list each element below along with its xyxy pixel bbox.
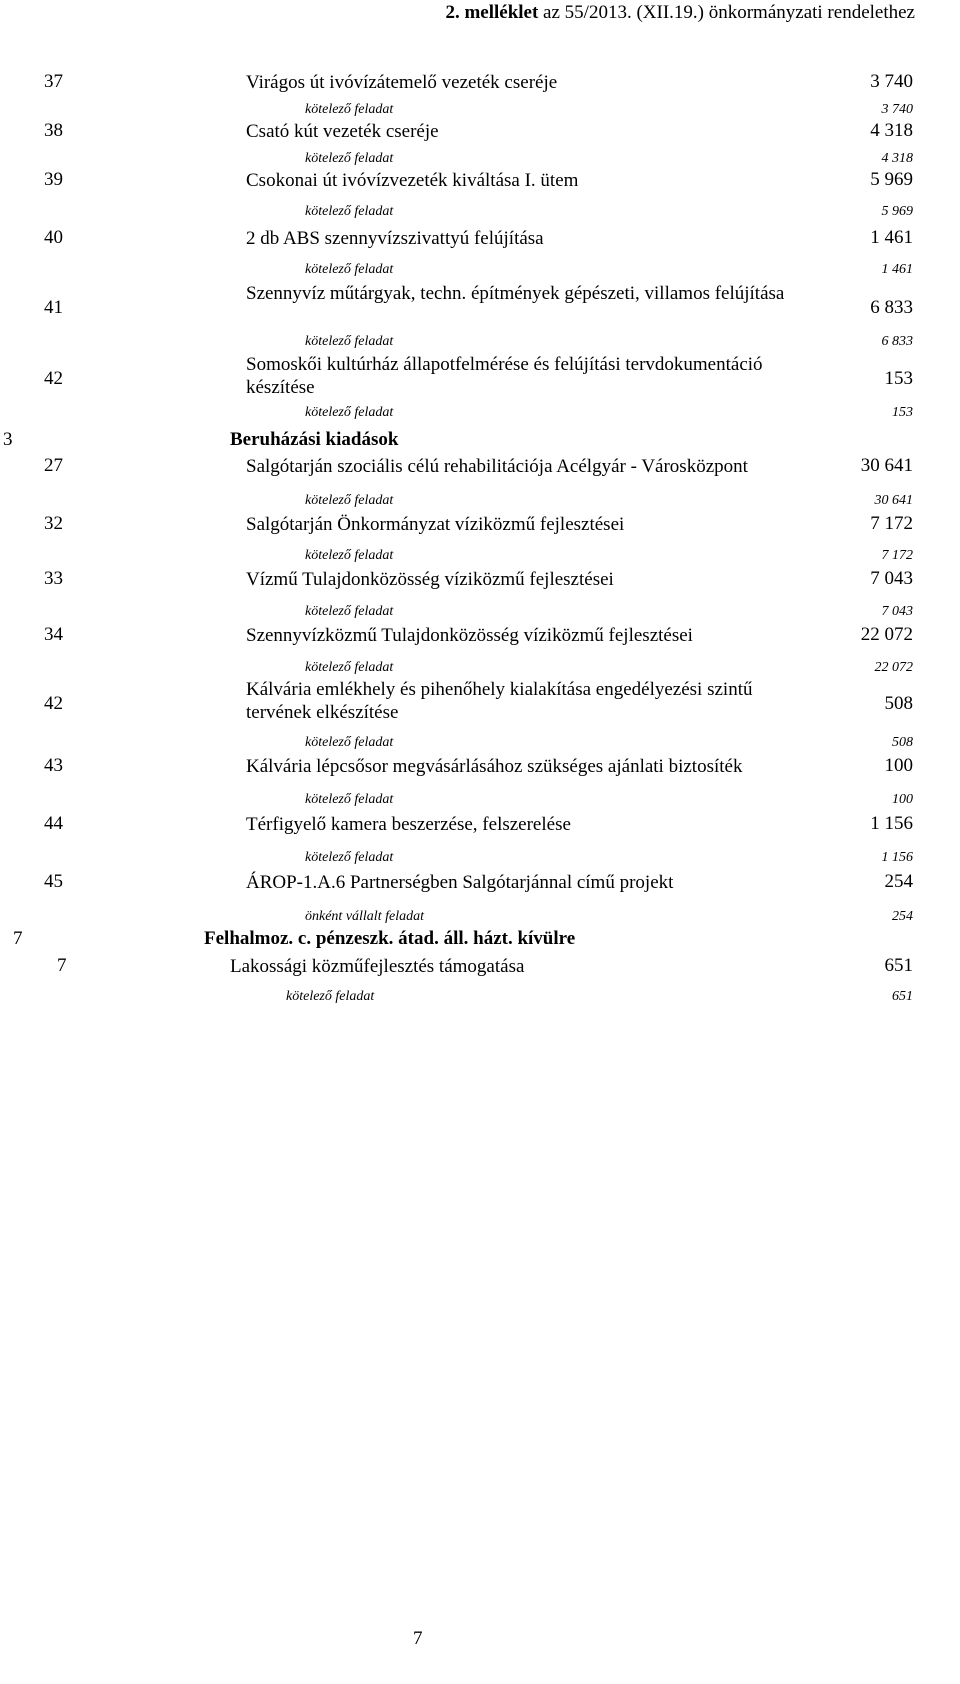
row-value: 22 072 <box>860 624 913 645</box>
row-number: 32 <box>44 513 63 534</box>
row-value: 3 740 <box>870 71 913 92</box>
row-title: Szennyvízközmű Tulajdonközösség víziközmű fejlesztései <box>246 625 693 646</box>
task-type-value: 30 641 <box>874 493 913 508</box>
row-number: 44 <box>44 813 63 834</box>
row-value: 1 156 <box>870 813 913 834</box>
task-type-label: kötelező feladat <box>305 792 394 807</box>
row-value: 508 <box>884 693 913 714</box>
row-number: 34 <box>44 624 63 645</box>
row-title: Salgótarján szociális célú rehabilitációja Acélgyár - Városközpont <box>246 456 748 477</box>
row-number: 33 <box>44 568 63 589</box>
header-regulation-ref: az 55/2013. (XII.19.) önkormányzati rendelethez <box>538 2 915 23</box>
row-title: Salgótarján Önkormányzat víziközmű fejlesztései <box>246 514 625 535</box>
row-title: Kálvária emlékhely és pihenőhely kialakítása engedélyezési szintű tervének elkészítése <box>246 679 753 723</box>
task-type-label: kötelező feladat <box>305 660 394 675</box>
row-number: 43 <box>44 755 63 776</box>
row-number: 27 <box>44 455 63 476</box>
task-type-label: kötelező feladat <box>305 151 394 166</box>
row-title: Szennyvíz műtárgyak, techn. építmények gépészeti, villamos felújítása <box>246 283 785 304</box>
task-type-label: kötelező feladat <box>305 850 394 865</box>
section-code: 7 <box>13 928 23 949</box>
task-type-value: 7 172 <box>881 548 913 563</box>
task-type-label: kötelező feladat <box>305 735 394 750</box>
task-type-value: 1 461 <box>881 262 913 277</box>
row-title: Csokonai út ivóvízvezeték kiváltása I. ütem <box>246 170 579 191</box>
row-number: 37 <box>44 71 63 92</box>
row-number: 41 <box>44 297 63 318</box>
row-title: Térfigyelő kamera beszerzése, felszerelése <box>246 814 571 835</box>
section-code: 3 <box>3 429 13 450</box>
row-number: 42 <box>44 368 63 389</box>
row-value: 7 043 <box>870 568 913 589</box>
task-type-value: 153 <box>892 405 913 420</box>
row-title: 2 db ABS szennyvízszivattyú felújítása <box>246 228 544 249</box>
task-type-label: kötelező feladat <box>286 989 375 1004</box>
task-type-label: kötelező feladat <box>305 204 394 219</box>
row-value: 6 833 <box>870 297 913 318</box>
row-title: ÁROP-1.A.6 Partnerségben Salgótarjánnal című projekt <box>246 872 674 893</box>
row-value: 1 461 <box>870 227 913 248</box>
task-type-label: kötelező feladat <box>305 548 394 563</box>
row-title: Somoskői kultúrház állapotfelmérése és felújítási tervdokumentáció készítése <box>246 354 763 398</box>
task-type-value: 100 <box>892 792 913 807</box>
row-number: 38 <box>44 120 63 141</box>
row-number: 42 <box>44 693 63 714</box>
row-title: Vízmű Tulajdonközösség víziközmű fejlesztései <box>246 569 614 590</box>
page-number: 7 <box>413 1628 423 1649</box>
task-type-value: 1 156 <box>881 850 913 865</box>
row-number: 40 <box>44 227 63 248</box>
task-type-value: 651 <box>892 989 913 1004</box>
task-type-label: kötelező feladat <box>305 334 394 349</box>
task-type-label: kötelező feladat <box>305 405 394 420</box>
header-annex-label: 2. melléklet <box>445 2 539 23</box>
task-type-value: 4 318 <box>881 151 913 166</box>
task-type-value: 6 833 <box>881 334 913 349</box>
row-number: 45 <box>44 871 63 892</box>
row-value: 153 <box>884 368 913 389</box>
row-value: 100 <box>884 755 913 776</box>
task-type-label: kötelező feladat <box>305 262 394 277</box>
row-value: 254 <box>884 871 913 892</box>
task-type-label: kötelező feladat <box>305 493 394 508</box>
task-type-value: 7 043 <box>881 604 913 619</box>
task-type-label: önként vállalt feladat <box>305 909 424 924</box>
row-title: Csató kút vezeték cseréje <box>246 121 439 142</box>
row-value: 651 <box>884 955 913 976</box>
task-type-label: kötelező feladat <box>305 102 394 117</box>
task-type-value: 254 <box>892 909 913 924</box>
row-number: 39 <box>44 169 63 190</box>
row-title: Kálvária lépcsősor megvásárlásához szükséges ajánlati biztosíték <box>246 756 743 777</box>
task-type-value: 5 969 <box>881 204 913 219</box>
row-value: 5 969 <box>870 169 913 190</box>
task-type-value: 22 072 <box>874 660 913 675</box>
row-title: Virágos út ivóvízátemelő vezeték cseréje <box>246 72 558 93</box>
row-title: Lakossági közműfejlesztés támogatása <box>230 956 525 977</box>
page-header <box>445 2 915 24</box>
row-number: 7 <box>57 955 67 976</box>
task-type-label: kötelező feladat <box>305 604 394 619</box>
row-value: 4 318 <box>870 120 913 141</box>
section-title: Beruházási kiadások <box>230 429 399 450</box>
row-value: 7 172 <box>870 513 913 534</box>
task-type-value: 508 <box>892 735 913 750</box>
row-value: 30 641 <box>860 455 913 476</box>
section-title: Felhalmoz. c. pénzeszk. átad. áll. házt. kívülre <box>204 928 576 949</box>
task-type-value: 3 740 <box>881 102 913 117</box>
